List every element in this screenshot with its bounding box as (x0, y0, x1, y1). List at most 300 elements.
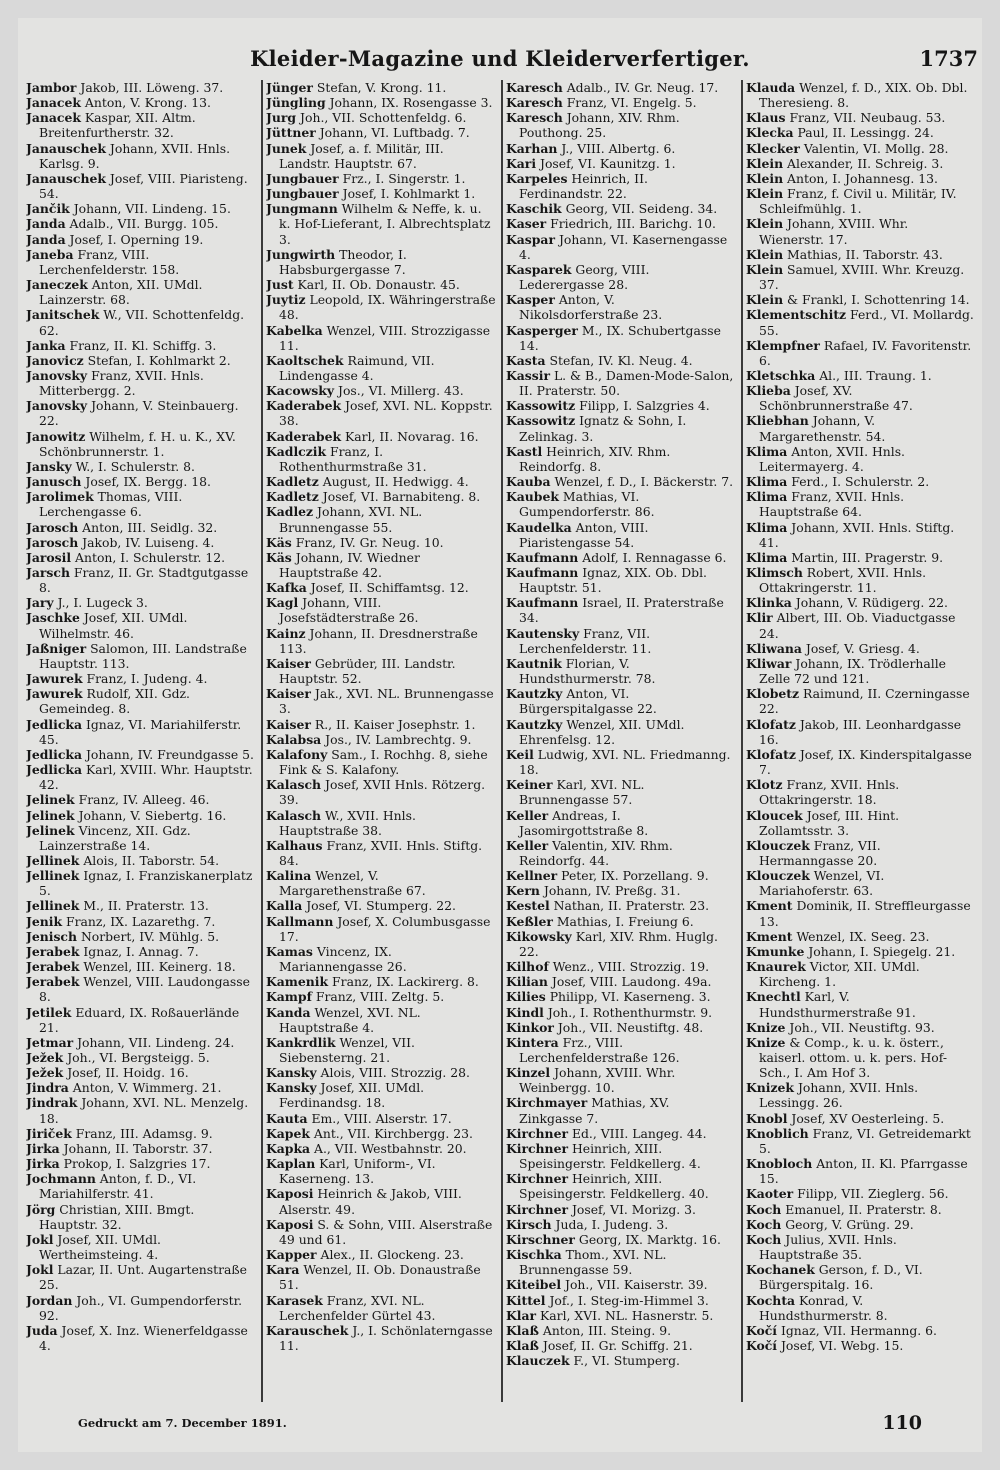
directory-entry (506, 747, 736, 777)
entry-details: A., VII. Westbahnstr. 20. (314, 1140, 467, 1156)
directory-entry (26, 823, 256, 853)
entry-details: Anton, VIII. Piaristengasse 54. (519, 519, 649, 550)
directory-entry (506, 398, 736, 413)
entry-name: Jarosch (26, 519, 79, 535)
directory-entry (506, 1202, 736, 1217)
entry-name: Jungbauer (266, 170, 339, 186)
entry-details: Johann, XVII. Hnls. Stiftg. 41. (759, 519, 955, 550)
entry-details: Emanuel, II. Praterstr. 8. (785, 1201, 942, 1217)
directory-entry (746, 489, 976, 519)
entry-name: Klein (746, 170, 784, 186)
entry-details: Josef, II. Schiffamtsg. 12. (310, 580, 469, 596)
directory-entry (26, 171, 256, 201)
directory-entry (26, 1126, 256, 1141)
entry-name: Keller (506, 837, 549, 853)
entry-name: Kochta (746, 1292, 796, 1308)
entry-details: Vincenz, IX. Mariannengasse 26. (279, 943, 407, 975)
directory-entry (266, 747, 496, 777)
entry-details: Christian, XIII. Bmgt. Hauptstr. 32. (39, 1201, 195, 1232)
entry-name: Jančik (26, 201, 70, 217)
directory-entry (506, 686, 736, 716)
entry-name: Janeczek (26, 277, 88, 293)
entry-details: Josef, XV. Schönbrunnerstraße 47. (759, 383, 913, 414)
entry-name: Kaposi (266, 1186, 314, 1202)
directory-entry (506, 1217, 736, 1232)
entry-details: Johann, I. Spiegelg. 21. (808, 943, 956, 959)
entry-name: Jerabek (26, 943, 80, 959)
directory-entry (746, 838, 976, 868)
entry-details: Franz, II. Kl. Schiffg. 3. (69, 337, 217, 353)
entry-details: Valentin, VI. Mollg. 28. (803, 140, 949, 156)
entry-details: Josef, VIII. Laudong. 49a. (551, 974, 712, 990)
directory-entry (26, 489, 256, 519)
entry-details: M., II. Praterstr. 13. (83, 898, 209, 914)
entry-name: Kindl (506, 1004, 544, 1020)
entry-details: Johann, IX. Trödlerhalle Zelle 72 und 121. (759, 655, 947, 687)
entry-details: Johann, II. Taborstr. 37. (63, 1140, 213, 1156)
directory-entry (26, 307, 256, 337)
directory-entry (506, 959, 736, 974)
entry-name: Kaiser (266, 716, 311, 732)
entry-details: Georg, VIII. Lederergasse 28. (519, 261, 650, 293)
entry-name: Kaiser (266, 686, 311, 702)
directory-entry (746, 474, 976, 489)
directory-entry (506, 898, 736, 913)
directory-entry (266, 383, 496, 398)
entry-details: Joh., VII. Neustiftg. 48. (557, 1019, 704, 1035)
entry-details: Sam., I. Rochhg. 8, siehe Fink & S. Kalafony. (279, 746, 488, 778)
entry-name: Kalafony (266, 746, 328, 762)
entry-name: Kletschka (746, 367, 816, 383)
directory-entry (26, 717, 256, 747)
entry-name: Janusch (26, 474, 82, 490)
directory-entry (506, 141, 736, 156)
entry-name: Kochanek (746, 1262, 815, 1278)
directory-entry (746, 989, 976, 1019)
entry-name: Jetmar (26, 1034, 74, 1050)
directory-entry (746, 868, 976, 898)
entry-details: Anton, I. Schulerstr. 12. (75, 549, 226, 565)
directory-entry (26, 853, 256, 868)
directory-entry (26, 1262, 256, 1292)
entry-details: Joh., VII. Kaiserstr. 39. (565, 1277, 708, 1293)
entry-name: Jerabek (26, 959, 80, 975)
entry-details: Karl, XVI. NL. Brunnengasse 57. (519, 777, 645, 808)
entry-name: Kalabsa (266, 731, 322, 747)
directory-entry (506, 353, 736, 368)
entry-details: Ignaz, I. Franziskanerplatz 5. (39, 868, 253, 899)
entry-name: Jerabek (26, 974, 80, 990)
directory-entry (746, 610, 976, 640)
directory-entry (266, 125, 496, 140)
entry-details: Wenzel, VIII. Strozzigasse 11. (279, 322, 491, 353)
entry-name: Knaurek (746, 959, 806, 975)
entry-name: Janovsky (26, 398, 88, 414)
entry-details: Josef, IX. Bergg. 18. (85, 474, 211, 490)
entry-details: Frz., I. Singerstr. 1. (342, 170, 466, 186)
entry-name: Kirchmayer (506, 1095, 588, 1111)
entry-details: Eduard, IX. Roßauerlände 21. (39, 1004, 240, 1035)
directory-entry (506, 989, 736, 1004)
entry-details: W., XVII. Hnls. Hauptstraße 38. (279, 807, 416, 838)
entry-details: Franz, VIII. Lerchenfelderstr. 158. (39, 246, 180, 277)
entry-name: Knechtl (746, 989, 801, 1005)
entry-name: Keiner (506, 777, 553, 793)
entry-name: Kabelka (266, 322, 323, 338)
directory-entry (26, 398, 256, 428)
entry-name: Kiteibel (506, 1277, 562, 1293)
entry-details: Johann, IX. Rosengasse 3. (329, 95, 493, 111)
page-header (18, 46, 982, 76)
directory-entry (266, 504, 496, 534)
entry-details: Anton, V. Wimmerg. 21. (72, 1080, 222, 1096)
entry-details: Johann, VI. Luftbadg. 7. (319, 125, 470, 141)
entry-details: Leopold, IX. Währingerstraße 48. (279, 292, 496, 323)
entry-name: Juda (26, 1322, 58, 1338)
entry-details: Josef, XII. UMdl. Ferdinandsg. 18. (279, 1080, 425, 1111)
entry-name: Karasek (266, 1292, 323, 1308)
entry-name: Klieba (746, 383, 791, 399)
directory-entry (266, 974, 496, 989)
directory-entry (266, 1141, 496, 1156)
directory-entry (506, 626, 736, 656)
entry-name: Klar (506, 1307, 537, 1323)
directory-entry (26, 232, 256, 247)
directory-entry (26, 459, 256, 474)
entry-details: Wenzel, XVI. NL. Hauptstraße 4. (279, 1004, 421, 1035)
entry-name: Kara (266, 1262, 300, 1278)
directory-entry (506, 95, 736, 110)
directory-entry (746, 686, 976, 716)
entry-details: Victor, XII. UMdl. Kircheng. 1. (759, 959, 920, 990)
entry-details: Johann, VII. Lindeng. 24. (77, 1034, 235, 1050)
directory-entry (266, 580, 496, 595)
directory-entry (26, 671, 256, 686)
directory-entry (266, 95, 496, 110)
entry-details: Franz, VI. Engelg. 5. (566, 95, 697, 111)
entry-name: Klein (746, 216, 784, 232)
entry-name: Kamas (266, 943, 313, 959)
directory-entry (266, 323, 496, 353)
column-divider (741, 80, 743, 1402)
directory-entry (746, 141, 976, 156)
directory-entry (266, 489, 496, 504)
entry-name: Janovicz (26, 352, 84, 368)
directory-entry (26, 353, 256, 368)
entry-name: Jiriček (26, 1125, 72, 1141)
entry-name: Janeba (26, 246, 74, 262)
directory-entry (506, 565, 736, 595)
entry-details: Johann, XVI. NL. Menzelg. 18. (39, 1095, 249, 1126)
directory-entry (746, 1080, 976, 1110)
directory-entry (266, 398, 496, 428)
entry-name: Janda (26, 216, 66, 232)
directory-entry (26, 686, 256, 716)
entry-name: Janowitz (26, 428, 86, 444)
entry-details: Filipp, VII. Zieglerg. 56. (797, 1186, 949, 1202)
entry-details: Friedrich, III. Barichg. 10. (550, 216, 716, 232)
entry-details: Ignaz, I. Annag. 7. (83, 943, 199, 959)
directory-entry (26, 110, 256, 140)
entry-details: Anton, I. Johannesg. 13. (787, 170, 938, 186)
entry-name: Kaoltschek (266, 352, 344, 368)
entry-details: Franz, VII. Neubaug. 53. (789, 110, 946, 126)
entry-name: Klima (746, 474, 788, 490)
entry-name: Kassowitz (506, 398, 576, 414)
entry-details: Joh., VII. Schottenfeldg. 6. (300, 110, 467, 126)
directory-entry (266, 1111, 496, 1126)
entry-name: Janacek (26, 95, 81, 111)
entry-details: Johann, VII. Lindeng. 15. (73, 201, 231, 217)
entry-name: Knobloch (746, 1156, 813, 1172)
entry-details: Franz, XVII. Hnls. Ottakringerstr. 18. (759, 777, 900, 808)
entry-name: Kasperger (506, 322, 578, 338)
directory-entry (26, 80, 256, 95)
directory-entry (26, 474, 256, 489)
entry-details: Jos., VI. Millerg. 43. (338, 383, 464, 399)
entry-name: Kallmann (266, 913, 334, 929)
directory-entry (506, 883, 736, 898)
entry-details: Prokop, I. Salzgries 17. (63, 1156, 211, 1172)
entry-details: Karl, Uniform-, VI. Kaserneng. 13. (279, 1156, 436, 1187)
entry-name: Kampf (266, 989, 312, 1005)
entry-details: Josef, I. Kohlmarkt 1. (342, 186, 476, 202)
entry-details: Gebrüder, III. Landstr. Hauptstr. 52. (279, 655, 456, 687)
directory-entry (266, 1247, 496, 1262)
directory-entry (266, 1035, 496, 1065)
entry-details: Franz, II. Gr. Stadtgutgasse 8. (39, 565, 249, 596)
entry-name: Klaß (506, 1337, 539, 1353)
entry-name: Koch (746, 1216, 782, 1232)
directory-entry (26, 535, 256, 550)
directory-entry (266, 353, 496, 383)
directory-entry (26, 550, 256, 565)
entry-details: Stefan, IV. Kl. Neug. 4. (549, 352, 693, 368)
entry-details: Josef, XV Oesterleing. 5. (791, 1110, 945, 1126)
entry-details: Franz, XVII. Hnls. Mitterbergg. 2. (39, 367, 204, 399)
directory-entry (266, 626, 496, 656)
entry-details: Wenzel, III. Keinerg. 18. (83, 959, 236, 975)
entry-name: Keil (506, 746, 534, 762)
entry-details: Josef, III. Hint. Zollamtsstr. 3. (759, 807, 900, 838)
entry-name: Kadletz (266, 489, 319, 505)
directory-entry (266, 898, 496, 913)
directory-entry (506, 110, 736, 140)
directory-entry (26, 429, 256, 459)
entry-details: Samuel, XVIII. Whr. Kreuzg. 37. (759, 261, 965, 293)
entry-name: Jungwirth (266, 246, 336, 262)
directory-entry (746, 247, 976, 262)
entry-details: J., I. Lugeck 3. (57, 595, 148, 611)
entry-details: Johann, XVII. Hnls. Lessingg. 26. (759, 1080, 919, 1111)
entry-name: Klaus (746, 110, 786, 126)
directory-entry (506, 1277, 736, 1292)
entry-details: Ludwig, XVI. NL. Friedmanng. 18. (519, 746, 731, 778)
entry-name: Kment (746, 928, 793, 944)
directory-entry (26, 1232, 256, 1262)
entry-details: Franz, IV. Gr. Neug. 10. (295, 534, 444, 550)
entry-details: Konrad, V. Hundsthurmerstr. 8. (759, 1292, 888, 1323)
entry-details: Ignaz, XIX. Ob. Dbl. Hauptstr. 51. (519, 565, 707, 596)
directory-entry (26, 1005, 256, 1035)
entry-name: Kaudelka (506, 519, 572, 535)
sheet-signature: 110 (882, 1412, 922, 1434)
directory-entry (506, 1020, 736, 1035)
entry-details: Franz, VI. Getreidemarkt 5. (759, 1125, 971, 1156)
entry-name: Jörg (26, 1201, 56, 1217)
directory-entry (266, 1065, 496, 1080)
entry-details: Anton, II. Kl. Pfarrgasse 15. (759, 1156, 968, 1187)
entry-details: Franz, VII. Lerchenfelderstr. 11. (519, 625, 652, 656)
entry-name: Just (266, 277, 294, 293)
entry-details: Filipp, I. Salzgries 4. (579, 398, 710, 414)
directory-entry (506, 1171, 736, 1201)
entry-details: Em., VIII. Alserstr. 17. (311, 1110, 452, 1126)
directory-entry (506, 1126, 736, 1141)
directory-entry (746, 1262, 976, 1292)
entry-name: Kestel (506, 898, 550, 914)
entry-name: Jawurek (26, 686, 83, 702)
entry-name: Klimsch (746, 565, 803, 580)
directory-entry (26, 338, 256, 353)
entry-name: Jordan (26, 1292, 73, 1308)
entry-details: Wilhelm & Neffe, k. u. k. Hof-Lieferant, I. Albrechtsplatz 3. (279, 201, 491, 247)
entry-details: Martin, III. Pragerstr. 9. (791, 549, 944, 565)
entry-details: Adalb., VII. Burgg. 105. (69, 216, 219, 232)
directory-entry (26, 868, 256, 898)
entry-name: Jaschke (26, 610, 80, 626)
directory-entry (746, 898, 976, 928)
directory-entry (506, 914, 736, 929)
directory-entry (506, 1247, 736, 1277)
directory-entry (746, 1217, 976, 1232)
directory-entry (266, 944, 496, 974)
entry-name: Jellinek (26, 868, 80, 884)
directory-entry (746, 110, 976, 125)
entry-details: Jak., XVI. NL. Brunnengasse 3. (279, 686, 494, 717)
entry-name: Jüngling (266, 95, 326, 111)
directory-entry (26, 792, 256, 807)
entry-name: Kaser (506, 216, 547, 232)
directory-entry (266, 80, 496, 95)
entry-name: Kapek (266, 1125, 310, 1141)
entry-details: Anton, V. Nikolsdorferstraße 23. (519, 292, 663, 323)
directory-entry (746, 747, 976, 777)
entry-details: Johann, IV. Wiedner Hauptstraße 42. (279, 549, 420, 580)
entry-name: Jellinek (26, 898, 80, 914)
directory-entry (746, 656, 976, 686)
directory-entry (26, 808, 256, 823)
directory-entry (506, 1005, 736, 1020)
entry-details: Florian, V. Hundsthurmerstr. 78. (519, 655, 656, 687)
entry-name: Keller (506, 807, 549, 823)
entry-name: Jarosch (26, 534, 79, 550)
entry-details: Joh., VI. Gumpendorferstr. 92. (39, 1292, 243, 1323)
directory-entry (746, 1338, 976, 1353)
directory-entry (266, 550, 496, 580)
directory-entry (746, 156, 976, 171)
entry-details: Franz, VII. Hermanngasse 20. (759, 837, 881, 868)
entry-name: Juytiz (266, 292, 306, 308)
entry-details: Johann, XVI. NL. Brunnengasse 55. (279, 504, 423, 535)
entry-details: Josef, VIII. Piaristeng. 54. (39, 170, 248, 202)
entry-name: Kilies (506, 989, 546, 1005)
entry-name: Klima (746, 443, 788, 459)
directory-entry (506, 868, 736, 883)
directory-entry (26, 368, 256, 398)
entry-details: Andreas, I. Jasomirgottstraße 8. (519, 807, 649, 838)
entry-name: Kliebhan (746, 413, 809, 429)
directory-entry (266, 732, 496, 747)
entry-details: Israel, II. Praterstraße 34. (519, 595, 724, 626)
directory-entry (746, 1156, 976, 1186)
entry-name: Kaplan (266, 1156, 316, 1172)
directory-entry (26, 641, 256, 671)
directory-entry (266, 717, 496, 732)
entry-details: Mathias, VI. Gumpendorferstr. 86. (519, 489, 655, 520)
entry-name: Jenisch (26, 928, 77, 944)
entry-name: Kafka (266, 580, 307, 596)
directory-entry (506, 717, 736, 747)
directory-entry (266, 1262, 496, 1292)
entry-details: Paul, II. Lessingg. 24. (797, 125, 934, 141)
entry-details: Adolf, I. Rennagasse 6. (582, 549, 727, 565)
entry-details: Johann, V. Rüdigerg. 22. (795, 595, 948, 611)
entry-name: Kacowsky (266, 383, 335, 399)
column-4 (746, 80, 976, 1402)
entry-details: Josef, VI. Barnabiteng. 8. (322, 489, 481, 505)
directory-entry (26, 1065, 256, 1080)
entry-name: Kinzel (506, 1065, 551, 1081)
entry-details: Johann, XIV. Rhm. Pouthong. 25. (519, 110, 680, 141)
entry-name: Kinkor (506, 1019, 554, 1035)
entry-details: Josef, IX. Kinderspitalgasse 7. (759, 746, 972, 778)
directory-entry (506, 550, 736, 565)
print-date: Gedruckt am 7. December 1891. (78, 1416, 287, 1430)
directory-entry (266, 141, 496, 171)
entry-name: Kansky (266, 1080, 317, 1096)
entry-details: Josef, V. Griesg. 4. (805, 640, 920, 656)
directory-entry (26, 914, 256, 929)
entry-details: Ant., VII. Kirchbergg. 23. (313, 1125, 473, 1141)
entry-name: Kagl (266, 595, 299, 611)
entry-details: Joh., VI. Bergsteigg. 5. (67, 1050, 210, 1065)
entry-details: Karl, XVIII. Whr. Hauptstr. 42. (39, 762, 253, 793)
entry-details: Franz, XVII. Hnls. Hauptstraße 64. (759, 489, 905, 520)
entry-name: Kmunke (746, 943, 805, 959)
entry-name: Klein (746, 155, 784, 171)
directory-entry (746, 1323, 976, 1338)
entry-details: Josef, XVI. NL. Koppstr. 38. (279, 398, 493, 429)
entry-details: Mathias, I. Freiung 6. (556, 913, 694, 929)
entry-details: Wenzel, f. D., XIX. Ob. Dbl. Theresieng. 8. (759, 80, 968, 111)
entry-name: Kirchner (506, 1125, 568, 1141)
directory-entry (746, 717, 976, 747)
directory-entry (746, 80, 976, 110)
directory-entry (746, 550, 976, 565)
entry-details: Raimund, II. Czerningasse 22. (759, 686, 970, 717)
entry-details: Franz, III. Adamsg. 9. (75, 1125, 213, 1141)
entry-name: Kočí (746, 1322, 778, 1338)
entry-name: Kalhaus (266, 837, 323, 853)
entry-name: Kadlez (266, 504, 314, 520)
directory-entry (266, 277, 496, 292)
entry-details: Georg, VII. Seideng. 34. (565, 201, 718, 217)
page-footer (18, 1412, 982, 1438)
directory-entry (506, 656, 736, 686)
entry-name: Klouczek (746, 868, 810, 884)
entry-name: Jarsch (26, 565, 70, 580)
